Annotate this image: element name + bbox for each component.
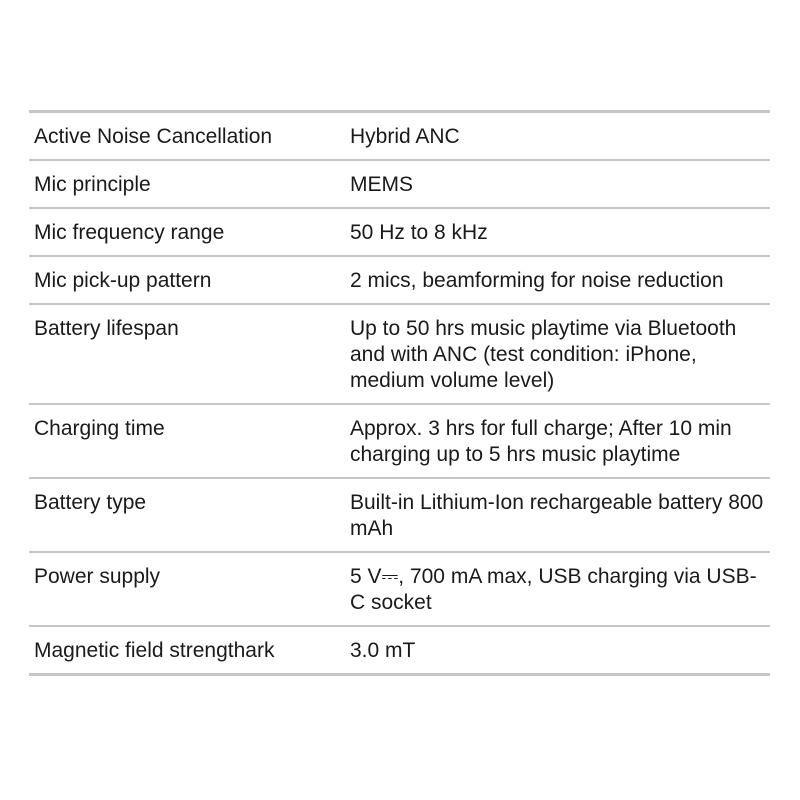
spec-value: 3.0 mT: [350, 639, 416, 662]
table-row: [29, 403, 770, 477]
spec-label: Mic principle: [34, 173, 151, 196]
spec-value: MEMS: [350, 173, 413, 196]
table-row: [29, 113, 770, 159]
spec-value: 5 V⎓, 700 mA max, USB charging via USB-C socket: [350, 565, 757, 614]
spec-value: Built-in Lithium-Ion rechargeable battery 800 mAh: [350, 491, 764, 540]
spec-label: Active Noise Cancellation: [34, 125, 273, 148]
table-row: [29, 625, 770, 673]
table-row: [29, 207, 770, 255]
spec-value: Up to 50 hrs music playtime via Bluetooth and with ANC (test condition: iPhone, medium volume level): [350, 317, 737, 392]
spec-label: Power supply: [34, 565, 161, 588]
spec-label: Magnetic field strengthark: [34, 639, 275, 662]
table-row: [29, 159, 770, 207]
table-row: [29, 551, 770, 625]
spec-label: Battery lifespan: [34, 317, 179, 340]
table-row: [29, 477, 770, 551]
spec-value: 50 Hz to 8 kHz: [350, 221, 488, 244]
spec-label: Charging time: [34, 417, 165, 440]
spec-value: Approx. 3 hrs for full charge; After 10 min charging up to 5 hrs music playtime: [350, 417, 732, 466]
spec-label: Mic frequency range: [34, 221, 225, 244]
spec-value: 2 mics, beamforming for noise reduction: [350, 269, 724, 292]
spec-label: Mic pick-up pattern: [34, 269, 212, 292]
table-row: [29, 303, 770, 403]
spec-table: [29, 110, 770, 676]
spec-label: Battery type: [34, 491, 147, 514]
spec-value: Hybrid ANC: [350, 125, 460, 148]
table-row: [29, 255, 770, 303]
